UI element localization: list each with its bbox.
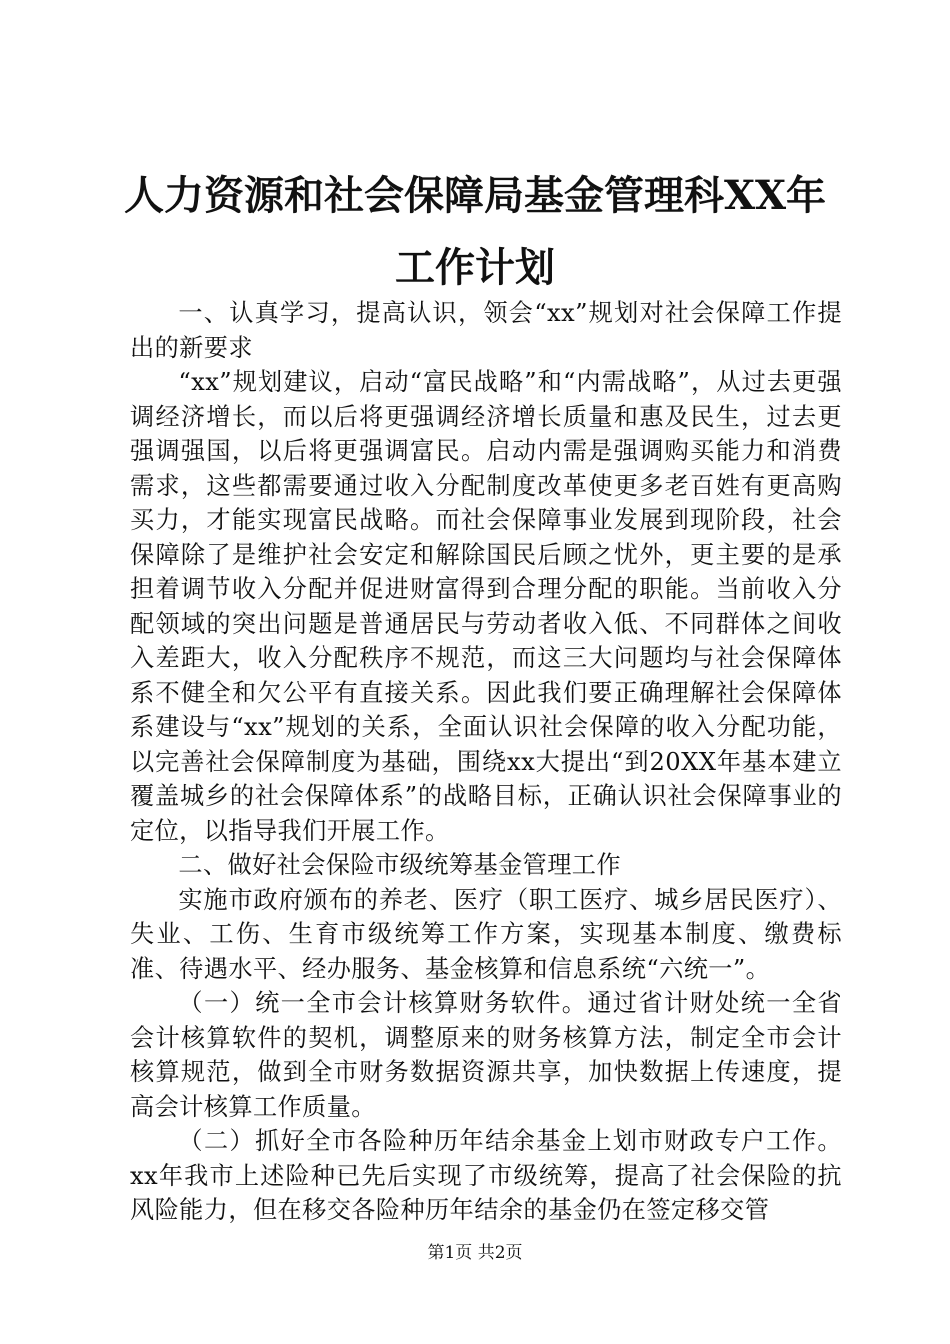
document-title: 人力资源和社会保障局基金管理科XX年工作计划 [123, 172, 827, 291]
body-paragraph: 实施市政府颁布的养老、医疗（职工医疗、城乡居民医疗）、失业、工伤、生育市级统筹工作方案，实现基本制度、缴费标准、待遇水平、经办服务、基金核算和信息系统“六统一”。 [130, 885, 842, 983]
body-paragraph: （二）抓好全市各险种历年结余基金上划市财政专户工作。xx年我市上述险种已先后实现了市级统筹，提高了社会保险的抗风险能力，但在移交各险种历年结余的基金仍在签定移交管 [130, 1127, 842, 1224]
section-heading-2: 二、做好社会保险市级统筹基金管理工作 [178, 851, 621, 879]
document-body [130, 296, 842, 1228]
body-paragraph: “xx”规划建议，启动“富民战略”和“内需战略”，从过去更强调经济增长，而以后将更强调经济增长质量和惠及民生，过去更强调强国，以后将更强调富民。启动内需是强调购买能力和消费需求，这些都需要通过收入分配制度改革使更多老百姓有更高购买力，才能实现富民战略。而社会保障事业发展到现阶段，社会保障除了是维护社会安定和解除国民后顾之忧外，更主要的是承担着调节收入分配并促进财富得到合理分配的职能。当前收入分配领域的突出问题是普通居民与劳动者收入低、不同群体之间收入差距大，收入分配秩序不规范，而这三大问题均与社会保障体系不健全和欠公平有直接关系。因此我们要正确理解社会保障体系建设与“xx”规划的关系，全面认识社会保障的收入分配功能，以完善社会保障制度为基础，围绕xx大提出“到20XX年基本建立覆盖城乡的社会保障体系”的战略目标，正确认识社会保障事业的定位，以指导我们开展工作。 [130, 368, 842, 845]
page-footer: 第1页 共2页 [427, 1243, 523, 1263]
section-heading-1: 一、认真学习，提高认识，领会“xx”规划对社会保障工作提出的新要求 [130, 299, 842, 362]
body-paragraph: （一）统一全市会计核算财务软件。通过省计财处统一全省会计核算软件的契机，调整原来的财务核算方法，制定全市会计核算规范，做到全市财务数据资源共享，加快数据上传速度，提高会计核算工作质量。 [130, 989, 842, 1121]
